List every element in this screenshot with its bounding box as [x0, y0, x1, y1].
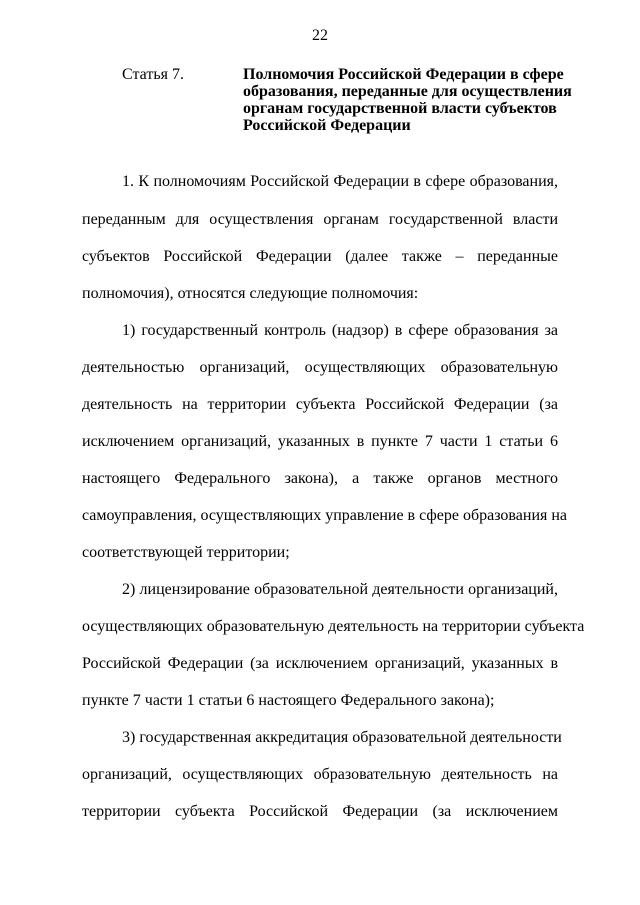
- article-title-line: образования, переданные для осуществления: [243, 83, 572, 100]
- body-text-line: соответствующей территории;: [82, 544, 290, 561]
- article-title-line: органам государственной власти субъектов: [243, 100, 557, 117]
- body-text-line: территории субъекта Российской Федерации (за исключением: [82, 803, 558, 820]
- article-title: [243, 66, 583, 134]
- body-text-line: осуществляющих образовательную деятельность на территории субъекта: [82, 618, 585, 635]
- body-text-line: исключением организаций, указанных в пункте 7 части 1 статьи 6: [82, 433, 558, 450]
- body-text-line: 3) государственная аккредитация образовательной деятельности: [122, 729, 562, 746]
- body-text-line: Российской Федерации (за исключением организаций, указанных в: [82, 655, 558, 672]
- body-text-line: деятельностью организаций, осуществляющих образовательную: [82, 359, 558, 376]
- body-text-line: самоуправления, осуществляющих управление в сфере образования на: [82, 507, 568, 524]
- body-text-line: переданным для осуществления органам государственной власти: [82, 211, 558, 228]
- article-title-line: Российской Федерации: [243, 117, 411, 134]
- body-text-line: настоящего Федерального закона), а также органов местного: [82, 470, 558, 487]
- body-text-line: организаций, осуществляющих образовательную деятельность на: [82, 766, 558, 783]
- page-number: 22: [312, 27, 328, 44]
- body-text-line: 1) государственный контроль (надзор) в сфере образования за: [122, 322, 558, 339]
- body-text-line: деятельность на территории субъекта Российской Федерации (за: [82, 396, 558, 413]
- body-text-line: 2) лицензирование образовательной деятельности организаций,: [122, 581, 558, 598]
- article-title-line: Полномочия Российской Федерации в сфере: [243, 66, 564, 83]
- body-text-line: субъектов Российской Федерации (далее также – переданные: [82, 248, 558, 265]
- body-text-line: полномочия), относятся следующие полномочия:: [82, 285, 419, 302]
- article-label: Статья 7.: [122, 66, 184, 83]
- body-text-line: 1. К полномочиям Российской Федерации в сфере образования,: [122, 173, 558, 190]
- body-text-line: пункте 7 части 1 статьи 6 настоящего Федерального закона);: [82, 692, 495, 709]
